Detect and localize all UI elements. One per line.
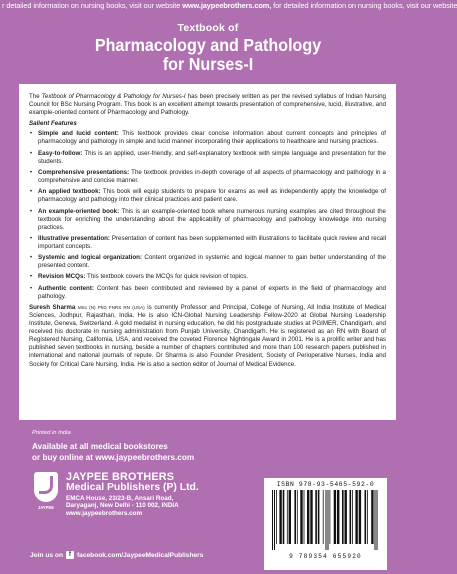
isbn-text: ISBN 978-93-5465-592-0: [276, 481, 375, 488]
banner-website[interactable]: www.jaypeebrothers.com,: [182, 1, 272, 10]
feature-item: [29, 130, 386, 146]
book-title: [17, 36, 400, 74]
bullet-icon: •: [30, 169, 33, 176]
feature-title: Systemic and logical organization:: [38, 254, 142, 262]
description-panel: [19, 84, 396, 420]
feature-text: This textbook provides clear concise information about current concepts and principles of pharmacology and pathology in simple and lucid manner incorporating their applications to healthcare and nursing practices.: [38, 130, 386, 146]
bullet-icon: •: [30, 150, 33, 157]
intro-pre: The: [29, 93, 42, 100]
feature-item: [29, 254, 386, 270]
barcode-digits: 9 789354 655920: [289, 553, 362, 560]
banner-text-1: r detailed information on nursing books, visit our website: [2, 1, 183, 10]
feature-title: An example-oriented book:: [38, 207, 120, 215]
features-list: [29, 130, 386, 300]
title-header: [0, 12, 416, 84]
feature-title: An applied textbook:: [38, 188, 101, 196]
title-label: Textbook of: [177, 22, 239, 34]
publisher-logo: [31, 470, 61, 518]
address-line-1: EMCA House, 23/23-B, Ansari Road,: [66, 495, 174, 502]
feature-title: Easy-to-follow:: [38, 149, 83, 157]
feature-text: This book will equip students to prepare for exams as well as independently apply the knowledge of pharmacology and pathology into their clinical practices and patient care.: [38, 188, 386, 204]
author-bio-text: is currently Professor and Principal, College of Nursing, All India Institute of Medical Sciences, Jodhpur, Rajasthan, India. He is also ICN-Global Nursing Leadership Fellow-2020 at Global Nursing Leadership Institute, Geneva, Switzerland. A gold medalist in nursing education, he did his postgraduate studies at PGIMER, Chandigarh, and received his doctorate in nursing administration from Punjab University, Chandigarh. He is registered as an RN with Board of Registered Nursing, California, USA, and received the coveted Florence Nightingale Award in 2001. He is a prolific writer and has published seven textbooks in nursing, beside a number of chapters contributed and more than 100 research papers published in international and national journals of repute. Dr Sharma is also Founder President, Society of Perioperative Nurses, India and Society for Critical Care Nursing, India. He is also a section editor of Journal of Medical Evidence.: [29, 303, 386, 368]
bullet-icon: •: [30, 235, 33, 242]
intro-paragraph: [29, 93, 386, 117]
feature-item: [29, 273, 386, 281]
footer: [0, 420, 416, 574]
publisher-name-1: JAYPEE BROTHERS: [66, 471, 175, 483]
facebook-icon[interactable]: f: [66, 551, 74, 559]
feature-text: Content has been contributed and reviewed by a panel of experts in the field of pharmacology and pathology.: [38, 284, 386, 300]
bullet-icon: •: [30, 189, 33, 196]
feature-item: [29, 208, 386, 232]
feature-item: [29, 169, 386, 185]
author-credentials: MSc (N) PhD FNRS RN (USA): [77, 304, 145, 310]
feature-title: Simple and lucid content:: [38, 130, 119, 138]
feature-item: [29, 285, 386, 301]
feature-text: The textbook provides in-depth coverage of all aspects of pharmacology and pathology in a comprehensive and concise manner.: [38, 168, 386, 185]
publisher-name-2: Medical Publishers (P) Ltd.: [66, 482, 199, 493]
social-join: [30, 551, 203, 559]
bullet-icon: •: [30, 285, 33, 292]
publisher-address: [66, 495, 199, 517]
feature-title: Authentic content:: [38, 284, 94, 292]
feature-item: [29, 150, 386, 166]
feature-item: [29, 188, 386, 204]
availability-line-1: Available at all medical bookstores: [32, 442, 168, 451]
publisher-info: [66, 472, 199, 517]
feature-text: This is an example-oriented book where numerous nursing examples are cited throughout the textbook for enriching the understanding about the applicability of pharmacology and pathology knowledge into nursing practices.: [38, 207, 386, 231]
feature-text: Presentation of content has been supplemented with illustrations to facilitate quick review and recall important concepts.: [38, 234, 386, 250]
banner-text-2: for detailed information on nursing books, visit our website: [271, 1, 457, 10]
feature-title: Comprehensive presentations:: [38, 168, 130, 176]
address-line-2: Daryaganj, New Delhi - 110 002, INDIA: [66, 502, 179, 510]
isbn-barcode: [264, 478, 387, 570]
address-website[interactable]: www.jaypeebrothers.com: [66, 509, 143, 517]
author-bio: [29, 304, 386, 369]
intro-post: has been precisely written as per the revised syllabus of Indian Nursing Council for BSc Nursing Program. This book is an excellent attempt towards presentation of comprehensive, lucid, illustrative, and example-oriented content of Pharmacology and Pathology.: [29, 93, 386, 117]
feature-item: [29, 235, 386, 251]
logo-word: JAYPEE: [37, 505, 55, 510]
printed-in: Printed in India: [32, 430, 71, 436]
feature-text: This is an applied, user-friendly, and self-explanatory textbook with simple language and presentation for the students.: [38, 149, 386, 165]
feature-title: Revision MCQs:: [38, 273, 86, 281]
bullet-icon: •: [30, 274, 33, 281]
bullet-icon: •: [30, 131, 33, 138]
feature-title: Illustrative presentation:: [38, 234, 110, 242]
barcode-bars: [268, 490, 383, 552]
feature-text: This textbook covers the MCQs for quick revision of topics.: [85, 273, 248, 281]
book-title-line-1: Pharmacology and Pathology: [94, 35, 322, 55]
intro-book-title: Textbook of Pharmacology & Pathology for Nurses-I: [41, 93, 186, 100]
salient-features-heading: Salient Features: [29, 120, 77, 128]
author-name: Suresh Sharma: [29, 303, 76, 311]
top-banner: [0, 0, 457, 12]
feature-text: Content organized in systemic and logical manner to gain better understanding of the presented content.: [38, 254, 386, 270]
logo-mark-icon: [34, 472, 58, 502]
join-label: Join us on: [30, 551, 63, 559]
availability-line-2: or buy online at www.jaypeebrothers.com: [32, 452, 195, 462]
bullet-icon: •: [30, 208, 33, 215]
book-title-line-2: for Nurses-I: [162, 54, 254, 74]
bullet-icon: •: [30, 255, 33, 262]
facebook-link[interactable]: facebook.com/JaypeeMedicalPublishers: [76, 551, 204, 559]
availability: [32, 442, 194, 463]
